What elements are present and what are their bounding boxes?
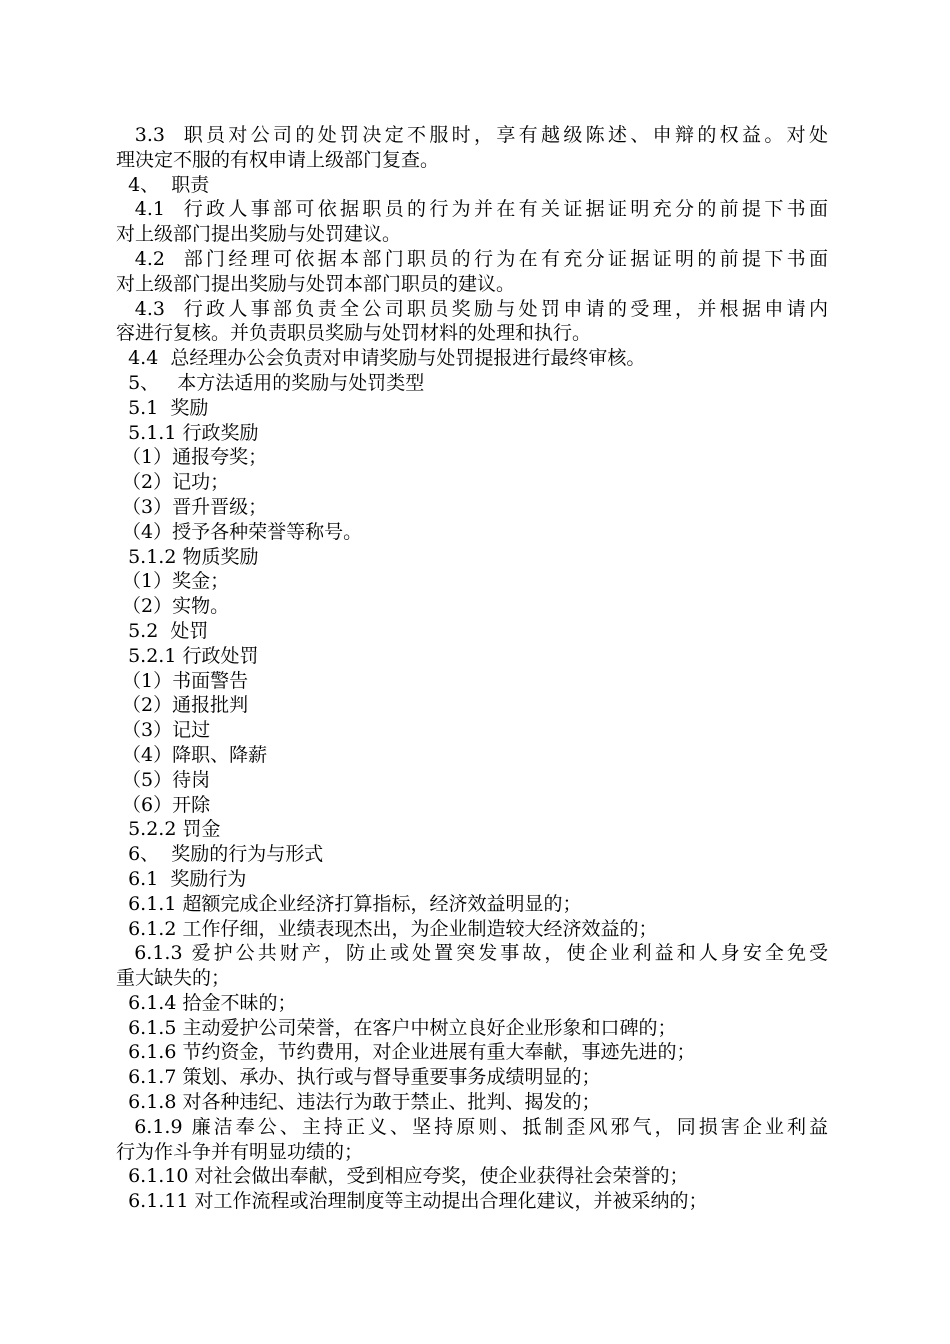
text-line: （5）待岗 bbox=[116, 768, 211, 791]
text-line: 6.1.9 廉洁奉公、主持正义、坚持原则、抵制歪风邪气，同损害企业利益 bbox=[116, 1115, 828, 1138]
text-line: 4.3 行政人事部负责全公司职员奖励与处罚申请的受理，并根据申请内 bbox=[116, 297, 828, 320]
text-line: 重大缺失的； bbox=[116, 967, 231, 990]
text-line: 6.1.11 对工作流程或治理制度等主动提出合理化建议，并被采纳的； bbox=[116, 1190, 708, 1213]
text-line: （3）记过 bbox=[116, 719, 211, 742]
text-line: 6.1.6 节约资金，节约费用，对企业进展有重大奉献，事迹先进的； bbox=[116, 1041, 696, 1064]
text-line: 6.1.10 对社会做出奉献，受到相应夸奖，使企业获得社会荣誉的； bbox=[116, 1165, 689, 1188]
text-line: 6.1.1 超额完成企业经济打算指标，经济效益明显的； bbox=[116, 892, 582, 915]
text-line: 理决定不服的有权申请上级部门复查。 bbox=[116, 148, 440, 171]
text-line: 4.1 行政人事部可依据职员的行为并在有关证据证明充分的前提下书面 bbox=[116, 198, 828, 221]
text-line: 6、 奖励的行为与形式 bbox=[116, 843, 324, 866]
text-line: （1）书面警告 bbox=[116, 669, 249, 692]
text-line: 4、 职责 bbox=[116, 173, 210, 196]
text-line: （4）授予各种荣誉等称号。 bbox=[116, 520, 363, 543]
text-line: 5.2.2 罚金 bbox=[116, 818, 221, 841]
text-line: （1）奖金； bbox=[116, 570, 230, 593]
text-line: （2）实物。 bbox=[116, 595, 230, 618]
text-line: 6.1.2 工作仔细，业绩表现杰出，为企业制造较大经济效益的； bbox=[116, 917, 658, 940]
text-line: （2）通报批判 bbox=[116, 694, 249, 717]
text-line: 6.1.8 对各种违纪、违法行为敢于禁止、批判、揭发的； bbox=[116, 1091, 601, 1114]
text-line: 4.2 部门经理可依据本部门职员的行为在有充分证据证明的前提下书面 bbox=[116, 247, 828, 270]
text-line: 3.3 职员对公司的处罚决定不服时，享有越级陈述、申辩的权益。对处 bbox=[116, 124, 828, 146]
text-line: 6.1.7 策划、承办、执行或与督导重要事务成绩明显的； bbox=[116, 1066, 601, 1089]
document-body bbox=[116, 123, 828, 1214]
text-line: 对上级部门提出奖励与处罚本部门职员的建议。 bbox=[116, 272, 516, 295]
text-line: 6.1.5 主动爱护公司荣誉，在客户中树立良好企业形象和口碑的； bbox=[116, 1016, 677, 1039]
text-line: 5.1 奖励 bbox=[116, 396, 209, 419]
text-line: 5.2 处罚 bbox=[116, 619, 209, 642]
text-line: （6）开除 bbox=[116, 793, 211, 816]
text-line: 6.1.3 爱护公共财产，防止或处置突发事故，使企业利益和人身安全免受 bbox=[116, 942, 828, 965]
text-line: 5.1.2 物质奖励 bbox=[116, 545, 259, 568]
text-line: 5.2.1 行政处罚 bbox=[116, 644, 259, 667]
text-line: （1）通报夸奖； bbox=[116, 446, 268, 469]
text-line: 行为作斗争并有明显功绩的； bbox=[116, 1140, 364, 1163]
text-line: 4.4 总经理办公会负责对申请奖励与处罚提报进行最终审核。 bbox=[116, 347, 646, 370]
text-line: （3）晋升晋级； bbox=[116, 495, 268, 518]
text-line: （4）降职、降薪 bbox=[116, 743, 268, 766]
text-line: 6.1 奖励行为 bbox=[116, 867, 247, 890]
text-line: 6.1.4 拾金不昧的； bbox=[116, 991, 297, 1014]
text-line: 5、 本方法适用的奖励与处罚类型 bbox=[116, 371, 425, 394]
text-line: 5.1.1 行政奖励 bbox=[116, 421, 259, 444]
text-line: 对上级部门提出奖励与处罚建议。 bbox=[116, 223, 402, 246]
text-line: （2）记功； bbox=[116, 471, 230, 494]
text-line: 容进行复核。并负责职员奖励与处罚材料的处理和执行。 bbox=[116, 322, 592, 345]
